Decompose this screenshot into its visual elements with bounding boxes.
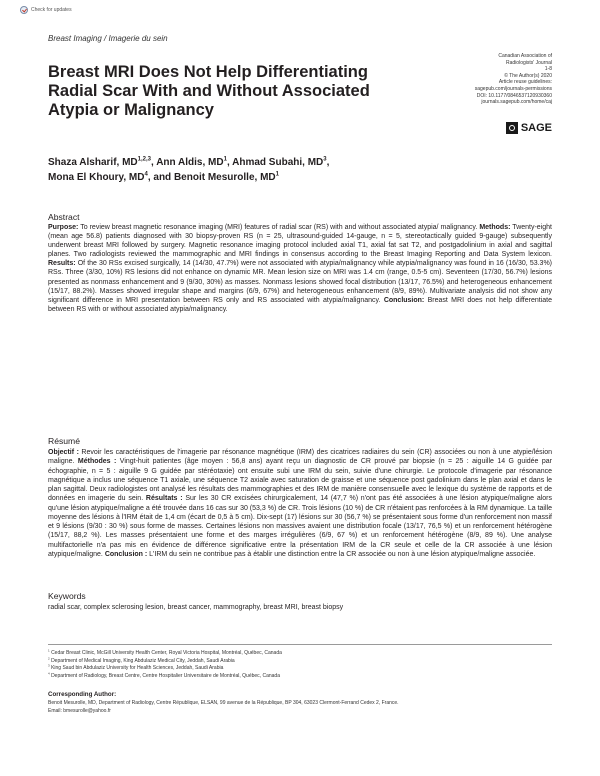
author-sep: , (151, 157, 157, 168)
journal-info-link[interactable]: journals.sagepub.com/home/caj (481, 99, 552, 106)
author-name: Ann Aldis, MD (156, 157, 224, 168)
objectif-label: Objectif : (48, 449, 79, 456)
conclusion-label: Conclusion: (383, 296, 425, 304)
affiliation-num: 1 (48, 648, 50, 653)
affiliation-text: King Saud bin Abdulaziz University for Health Sciences, Jeddah, Saudi Arabia (51, 665, 224, 672)
affiliation-text: Cedar Breast Clinic, McGill University Health Center, Royal Victoria Hospital, Montréal, Québec, Canada (51, 650, 282, 656)
author-affil-sup: 1 (223, 156, 227, 163)
affiliation-num: 3 (48, 663, 50, 668)
author-line (48, 155, 468, 170)
corresponding-author (48, 700, 568, 715)
journal-info-doi[interactable]: DOI: 10.1177/0846537120930360 (476, 92, 552, 99)
author-sep: , and (147, 172, 174, 183)
corresponding-address: Benoit Mesurolle, MD, Department of Radiology, Centre République, ELSAN, 99 avenue de la République, BP 304, 63023 Clermont-Ferrand Cedex 2, France. (48, 700, 399, 706)
author-affil-sup: 1,2,3 (137, 156, 152, 163)
author-sep: , (326, 157, 330, 168)
sage-logo-icon (506, 122, 518, 134)
resultats-text: Sur les 30 CR excisées chirurgicalement, 14 (47,7 %) n'ont pas été associées à une lésion atypique/maligne alors qu'une lésion atypique/maligne a été trouvée dans 16 cas sur 30 (53,3 %) de CR. Trois lésions (10 %) de CR n'étaient pas renforcées à la RM dynamique. La taille moyenne des lésions à l'IRM était de 1,4 cm (écart de 0,5 à 5 cm). Dix-sept (17) lésions sur 30 (56,7 %) se présentaient sous forme d'un renforcement non massif et 9 lésions (9/30 : 30 %) sous forme de masses. Certaines lésions non massives avaient une distribution focale (13/17, 76,5 %) et un renforcement hétérogène (15/17, 88,2 %). Les masses présentaient une forme et des marges irrégulières (6/9, 67 %) et un renforcement hétérogène (8/9, 89 %). Une analyse multifactorielle n'a pas mis en évidence de différence significative entre la présentation IRM de la CR seule et celle de la CR associée à une lésion atypique/maligne. (48, 495, 553, 558)
publisher-logo (506, 122, 552, 134)
journal-info-line: Article reuse guidelines: (498, 79, 552, 86)
author-name: Benoit Mesurolle, MD (173, 172, 276, 183)
check-updates-icon (20, 6, 28, 14)
running-head: Breast Imaging / Imagerie du sein (48, 34, 168, 43)
journal-info-line: 1-8 (544, 66, 552, 73)
article-title: Breast MRI Does Not Help Differentiating Radial Scar With and Without Associated Atypia or Malignancy (48, 63, 370, 119)
journal-info-line: Canadian Association of (498, 53, 552, 59)
resume-conclusion-text: L'IRM du sein ne contribue pas à établir une distinction entre la CR associée ou non à une lésion atypique/maligne associée. (147, 550, 536, 558)
affiliation-item (48, 673, 552, 681)
journal-info-line: © The Author(s) 2020 (504, 72, 552, 79)
journal-info (412, 53, 552, 106)
journal-info-line: Radiologists' Journal (506, 59, 552, 66)
keywords-text: radial scar, complex sclerosing lesion, breast cancer, mammography, breast MRI, breast biopsy (48, 604, 344, 611)
affiliations (48, 650, 552, 680)
author-name: Ahmad Subahi, MD (232, 157, 324, 168)
methodes-text: Vingt-huit patientes (âge moyen : 56,8 ans) ayant reçu un diagnostic de CR prouvé par biopsie (n = 25 : aiguille 14 G guidée par échographie, n = 5 : aiguille 9 G guidée par stéréotaxie) ont ensuite subi une IRM du sein, suivie d'une chirurgie. Le protocole d'imagerie par résonance magnétique a inclus une séquence T1 axiale, une séquence T2 axiale avec saturation de graisse et une séquence post gadolinium dans le plan axial et dans le plan sagittal. Deux radiologistes ont analysé les résultats des mammographies et des IRM de manière consensuelle avec le lexique du système de rapports et de données en imagerie du sein. (48, 458, 552, 503)
purpose-label: Purpose: (48, 224, 79, 231)
purpose-text: To review breast magnetic resonance imaging (MRI) features of radial scar (RS) with and without associated atypia/ malignancy. (78, 224, 478, 231)
check-updates-label: Check for updates (31, 7, 72, 13)
author-list (48, 155, 468, 185)
author-affil-sup: 3 (323, 156, 327, 163)
resultats-label: Résultats : (145, 495, 183, 503)
objectif-text: Revoir les caractéristiques de l'imagerie par résonance magnétique (IRM) des cicatrices radiaires du sein (CR) associées ou non à une atypie/lésion maligne. (48, 449, 552, 466)
author-affil-sup: 1 (275, 171, 279, 178)
abstract-heading: Abstract (48, 212, 80, 222)
affiliation-text: Department of Radiology, Breast Centre, Centre Hospitalier Universitaire de Montréal, Québec, Canada (51, 672, 280, 679)
author-line (48, 170, 468, 185)
methodes-label: Méthodes : (77, 458, 117, 466)
abstract-body (48, 223, 552, 314)
results-text: Of the 30 RSs excised surgically, 14 (14/30, 47.7%) were not associated with atypia/malignancy while atypia/malignancy was found in 16 (16/30, 53.3%) RSs. Three (3/30, 10%) RS lesions did not enhance on dynamic MR. Mean lesion size on MRI was 1.4 cm (range, 0.5-5 cm). Seventeen (17/30, 56.7%) lesions presented as nonmass enhancement and 9 (9/30, 30%) as masses. Nonmass lesions showed focal distribution (13/17, 76.5%) and heterogeneous enhancement (15/17, 88.2%). Masses showed irregular shape and margins (6/9, 67%) and heterogeneous enhancement (8/9, 89%). Multivariate analysis did not show any significant difference in MRI presentation between RS only and RS associated with atypia/malignancy. (48, 260, 552, 304)
conclusion-text: Breast MRI does not help differentiate between RS with or without associated atypia/malignancy. (48, 296, 552, 313)
resume-heading: Résumé (48, 436, 80, 446)
check-for-updates-badge[interactable] (20, 6, 72, 14)
results-label: Results: (48, 260, 76, 268)
keywords-heading: Keywords (48, 591, 86, 601)
corresponding-email[interactable]: Email: bmesurolle@yahoo.fr (48, 707, 111, 714)
author-affil-sup: 4 (144, 171, 148, 178)
publisher-name: SAGE (520, 122, 552, 134)
affiliation-num: 4 (48, 671, 50, 676)
author-name: Shaza Alsharif, MD (48, 157, 138, 168)
affiliation-item (48, 650, 552, 658)
author-name: Mona El Khoury, MD (48, 172, 145, 183)
author-sep: , (226, 157, 233, 168)
journal-info-link[interactable]: sagepub.com/journals-permissions (474, 85, 552, 92)
footnote-divider (48, 644, 552, 645)
resume-conclusion-label: Conclusion : (104, 550, 148, 558)
methods-label: Methods: (479, 224, 511, 231)
corresponding-heading: Corresponding Author: (48, 691, 117, 698)
resume-body (48, 448, 552, 559)
affiliation-num: 2 (48, 655, 50, 660)
affiliation-text: Department of Medical Imaging, King Abdulaziz Medical City, Jeddah, Saudi Arabia (51, 657, 235, 664)
methods-text: Twenty-eight (mean age 56.8) patients diagnosed with 30 biopsy-proven RS (n = 25, ultrasound-guided 14-gauge, n = 5, stereotactically guided 9-gauge) subsequently underwent breast MRI followed by surgery. Magnetic resonance imaging protocol included axial T1, axial fat sat T2, and postgadolinium in axial and sagittal planes. Two radiologists reviewed the mammographic and MRI findings in consensus according to the Breast Imaging Reporting and Data System lexicon. (48, 224, 552, 259)
